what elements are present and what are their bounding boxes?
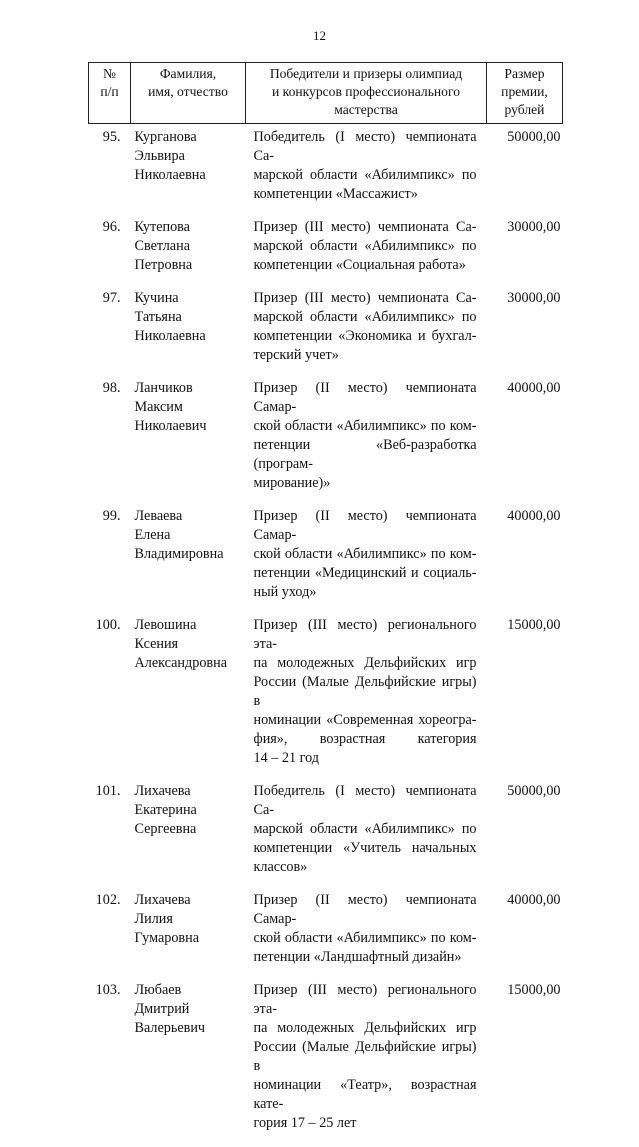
name-line: Гумаровна — [135, 929, 246, 948]
name-line: Николаевич — [135, 417, 246, 436]
name-line: Кутепова — [135, 218, 246, 237]
row-number: 101. — [89, 782, 131, 891]
achievement-description — [246, 379, 487, 507]
description-line: России (Малые Дельфийские игры) в — [254, 1038, 477, 1076]
name-line: Кучина — [135, 289, 246, 308]
description-line: номинации «Театр», возрастная кате- — [254, 1076, 477, 1114]
row-number: 98. — [89, 379, 131, 507]
recipient-name — [131, 507, 246, 616]
table-row — [89, 218, 563, 289]
description-line: петенции «Веб-разработка (програм- — [254, 436, 477, 474]
description-line: Победитель (I место) чемпионата Са- — [254, 128, 477, 166]
row-number: 103. — [89, 981, 131, 1147]
name-line: Светлана — [135, 237, 246, 256]
header-achievement: Победители и призеры олимпиад и конкурсов профессионального мастерства — [246, 63, 487, 124]
prize-amount: 50000,00 — [487, 782, 563, 891]
description-line: па молодежных Дельфийских игр — [254, 654, 477, 673]
awards-table — [88, 62, 563, 1147]
prize-amount: 15000,00 — [487, 616, 563, 782]
achievement-description — [246, 616, 487, 782]
name-line: Петровна — [135, 256, 246, 275]
header-prize-amount: Размер премии, рублей — [487, 63, 563, 124]
name-line: Татьяна — [135, 308, 246, 327]
prize-amount: 30000,00 — [487, 289, 563, 379]
row-number: 95. — [89, 124, 131, 219]
header-full-name: Фамилия, имя, отчество — [131, 63, 246, 124]
description-line: ской области «Абилимпикс» по ком- — [254, 417, 477, 436]
row-number: 97. — [89, 289, 131, 379]
name-line: Ланчиков — [135, 379, 246, 398]
table-row — [89, 289, 563, 379]
table-row — [89, 782, 563, 891]
table-row — [89, 379, 563, 507]
name-line: Екатерина — [135, 801, 246, 820]
description-line: классов» — [254, 858, 477, 877]
description-line: терский учет» — [254, 346, 477, 365]
achievement-description — [246, 981, 487, 1147]
description-line: ской области «Абилимпикс» по ком- — [254, 929, 477, 948]
description-line: Призер (III место) чемпионата Са- — [254, 218, 477, 237]
name-line: Ксения — [135, 635, 246, 654]
description-line: марской области «Абилимпикс» по — [254, 308, 477, 327]
name-line: Лилия — [135, 910, 246, 929]
name-line: Лихачева — [135, 891, 246, 910]
name-line: Левошина — [135, 616, 246, 635]
description-line: ской области «Абилимпикс» по ком- — [254, 545, 477, 564]
name-line: Курганова — [135, 128, 246, 147]
description-line: петенции «Ландшафтный дизайн» — [254, 948, 477, 967]
row-number: 99. — [89, 507, 131, 616]
name-line: Сергеевна — [135, 820, 246, 839]
name-line: Любаев — [135, 981, 246, 1000]
prize-amount: 40000,00 — [487, 891, 563, 981]
name-line: Николаевна — [135, 327, 246, 346]
prize-amount: 50000,00 — [487, 124, 563, 219]
row-number: 100. — [89, 616, 131, 782]
name-line: Лихачева — [135, 782, 246, 801]
name-line: Леваева — [135, 507, 246, 526]
name-line: Эльвира — [135, 147, 246, 166]
description-line: России (Малые Дельфийские игры) в — [254, 673, 477, 711]
name-line: Владимировна — [135, 545, 246, 564]
achievement-description — [246, 782, 487, 891]
description-line: компетенции «Учитель начальных — [254, 839, 477, 858]
name-line: Александровна — [135, 654, 246, 673]
recipient-name — [131, 124, 246, 219]
description-line: ный уход» — [254, 583, 477, 602]
description-line: марской области «Абилимпикс» по — [254, 166, 477, 185]
description-line: Призер (III место) чемпионата Са- — [254, 289, 477, 308]
table-row — [89, 981, 563, 1147]
recipient-name — [131, 616, 246, 782]
description-line: компетенции «Экономика и бухгал- — [254, 327, 477, 346]
description-line: марской области «Абилимпикс» по — [254, 820, 477, 839]
table-row — [89, 507, 563, 616]
description-line: Призер (II место) чемпионата Самар- — [254, 507, 477, 545]
description-line: Призер (III место) регионального эта- — [254, 981, 477, 1019]
description-line: Призер (II место) чемпионата Самар- — [254, 379, 477, 417]
achievement-description — [246, 124, 487, 219]
header-number: № п/п — [89, 63, 131, 124]
description-line: петенции «Медицинский и социаль- — [254, 564, 477, 583]
description-line: мирование)» — [254, 474, 477, 493]
description-line: гория 17 – 25 лет — [254, 1114, 477, 1133]
description-line: па молодежных Дельфийских игр — [254, 1019, 477, 1038]
description-line: Призер (III место) регионального эта- — [254, 616, 477, 654]
achievement-description — [246, 218, 487, 289]
description-line: Призер (II место) чемпионата Самар- — [254, 891, 477, 929]
recipient-name — [131, 218, 246, 289]
prize-amount: 15000,00 — [487, 981, 563, 1147]
description-line: 14 – 21 год — [254, 749, 477, 768]
page-number: 12 — [0, 28, 639, 44]
prize-amount: 40000,00 — [487, 379, 563, 507]
description-line: номинации «Современная хореогра- — [254, 711, 477, 730]
table-row — [89, 616, 563, 782]
achievement-description — [246, 507, 487, 616]
prize-amount: 40000,00 — [487, 507, 563, 616]
description-line: компетенции «Социальная работа» — [254, 256, 477, 275]
description-line: фия», возрастная категория — [254, 730, 477, 749]
description-line: компетенции «Массажист» — [254, 185, 477, 204]
name-line: Елена — [135, 526, 246, 545]
prize-amount: 30000,00 — [487, 218, 563, 289]
name-line: Максим — [135, 398, 246, 417]
row-number: 102. — [89, 891, 131, 981]
name-line: Валерьевич — [135, 1019, 246, 1038]
recipient-name — [131, 379, 246, 507]
description-line: марской области «Абилимпикс» по — [254, 237, 477, 256]
name-line: Дмитрий — [135, 1000, 246, 1019]
name-line: Николаевна — [135, 166, 246, 185]
achievement-description — [246, 289, 487, 379]
recipient-name — [131, 981, 246, 1147]
description-line: Победитель (I место) чемпионата Са- — [254, 782, 477, 820]
row-number: 96. — [89, 218, 131, 289]
recipient-name — [131, 289, 246, 379]
table-header-row — [89, 63, 563, 124]
recipient-name — [131, 782, 246, 891]
table-body — [89, 124, 563, 1147]
table-row — [89, 124, 563, 219]
